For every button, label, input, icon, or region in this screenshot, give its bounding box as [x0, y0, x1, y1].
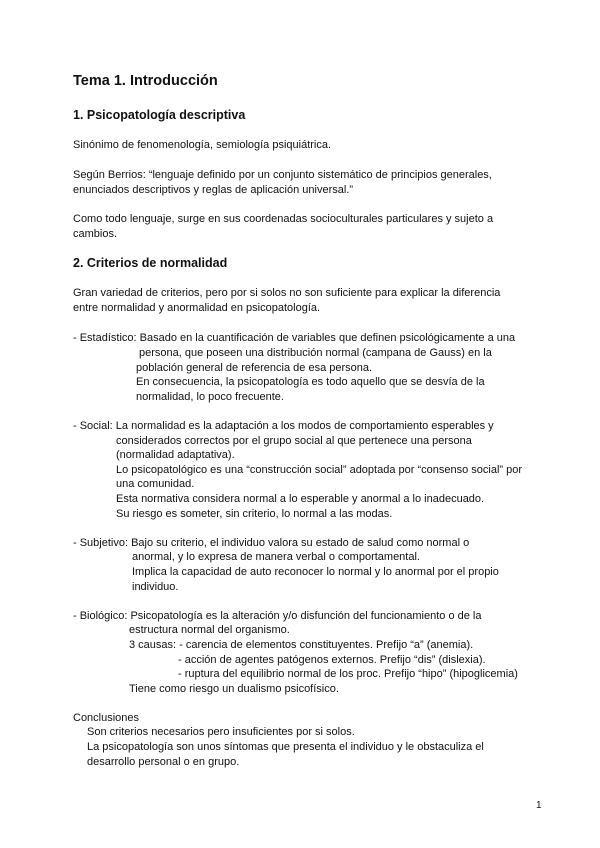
conclusiones-line-2: La psicopatología son unos síntomas que presenta el individuo y le obstaculiza el: [87, 741, 484, 753]
conclusiones-heading: Conclusiones: [73, 712, 140, 724]
biologico-line-5: - ruptura del equilibrio normal de los proc. Prefijo “hipo” (hipoglicemia): [178, 668, 518, 680]
estadistico-line-4: En consecuencia, la psicopatología es todo aquello que se desvía de la: [136, 376, 485, 388]
conclusiones-line-1: Son criterios necesarios pero insuficientes por si solos.: [87, 726, 355, 738]
social-line-1: - Social: La normalidad es la adaptación a los modos de comportamiento esperables y: [73, 420, 494, 432]
subjetivo-line-3: Implica la capacidad de auto reconocer lo normal y lo anormal por el propio: [132, 566, 499, 578]
social-line-7: Su riesgo es someter, sin criterio, lo normal a las modas.: [116, 508, 393, 520]
biologico-line-4: - acción de agentes patógenos externos. Prefijo “dis” (dislexia).: [178, 654, 486, 666]
social-line-2: considerados correctos por el grupo social al que pertenece una persona: [116, 435, 472, 447]
page-title: Tema 1. Introducción: [73, 73, 218, 89]
s2-intro-line-1: Gran variedad de criterios, pero por si solos no son suficiente para explicar la diferencia: [73, 287, 501, 299]
biologico-line-3: 3 causas: - carencia de elementos constituyentes. Prefijo “a” (anemia).: [129, 639, 474, 651]
s2-intro-line-2: entre normalidad y anormalidad en psicopatología.: [73, 302, 321, 314]
s1-paragraph-3-line-2: cambios.: [73, 228, 118, 240]
estadistico-line-1: - Estadístico: Basado en la cuantificación de variables que definen psicológicamente a una: [73, 332, 516, 344]
estadistico-line-2: persona, que poseen una distribución normal (campana de Gauss) en la: [139, 347, 492, 359]
social-line-4: Lo psicopatológico es una “construcción social” adoptada por “consenso social” por: [116, 464, 523, 476]
s1-paragraph-2-line-1: Según Berrios: “lenguaje definido por un conjunto sistemático de principios generales,: [73, 169, 492, 181]
s1-paragraph-2-line-2: enunciados descriptivos y reglas de aplicación universal.”: [73, 184, 354, 196]
s1-paragraph-3-line-1: Como todo lenguaje, surge en sus coordenadas socioculturales particulares y sujeto a: [73, 213, 494, 225]
estadistico-line-3: población general de referencia de esa persona.: [136, 362, 373, 374]
subjetivo-line-2: anormal, y lo expresa de manera verbal o comportamental.: [132, 551, 420, 563]
social-line-6: Esta normativa considera normal a lo esperable y anormal a lo inadecuado.: [116, 493, 485, 505]
biologico-line-6: Tiene como riesgo un dualismo psicofísico.: [129, 683, 339, 695]
subjetivo-line-1: - Subjetivo: Bajo su criterio, el individuo valora su estado de salud como normal o: [73, 537, 470, 549]
social-line-3: (normalidad adaptativa).: [116, 449, 235, 461]
conclusiones-line-3: desarrollo personal o en grupo.: [87, 756, 240, 768]
social-line-5: una comunidad.: [116, 478, 195, 490]
section-1-heading: 1. Psicopatología descriptiva: [73, 108, 246, 122]
section-2-heading: 2. Criterios de normalidad: [73, 256, 228, 270]
subjetivo-line-4: individuo.: [132, 581, 179, 593]
s1-paragraph-1: Sinónimo de fenomenología, semiología psiquiátrica.: [73, 139, 332, 151]
biologico-line-1: - Biológico: Psicopatología es la alteración y/o disfunción del funcionamiento o de la: [73, 610, 482, 622]
biologico-line-2: estructura normal del organismo.: [129, 624, 290, 636]
estadistico-line-5: normalidad, lo poco frecuente.: [136, 391, 284, 403]
page-number: 1: [536, 800, 542, 811]
